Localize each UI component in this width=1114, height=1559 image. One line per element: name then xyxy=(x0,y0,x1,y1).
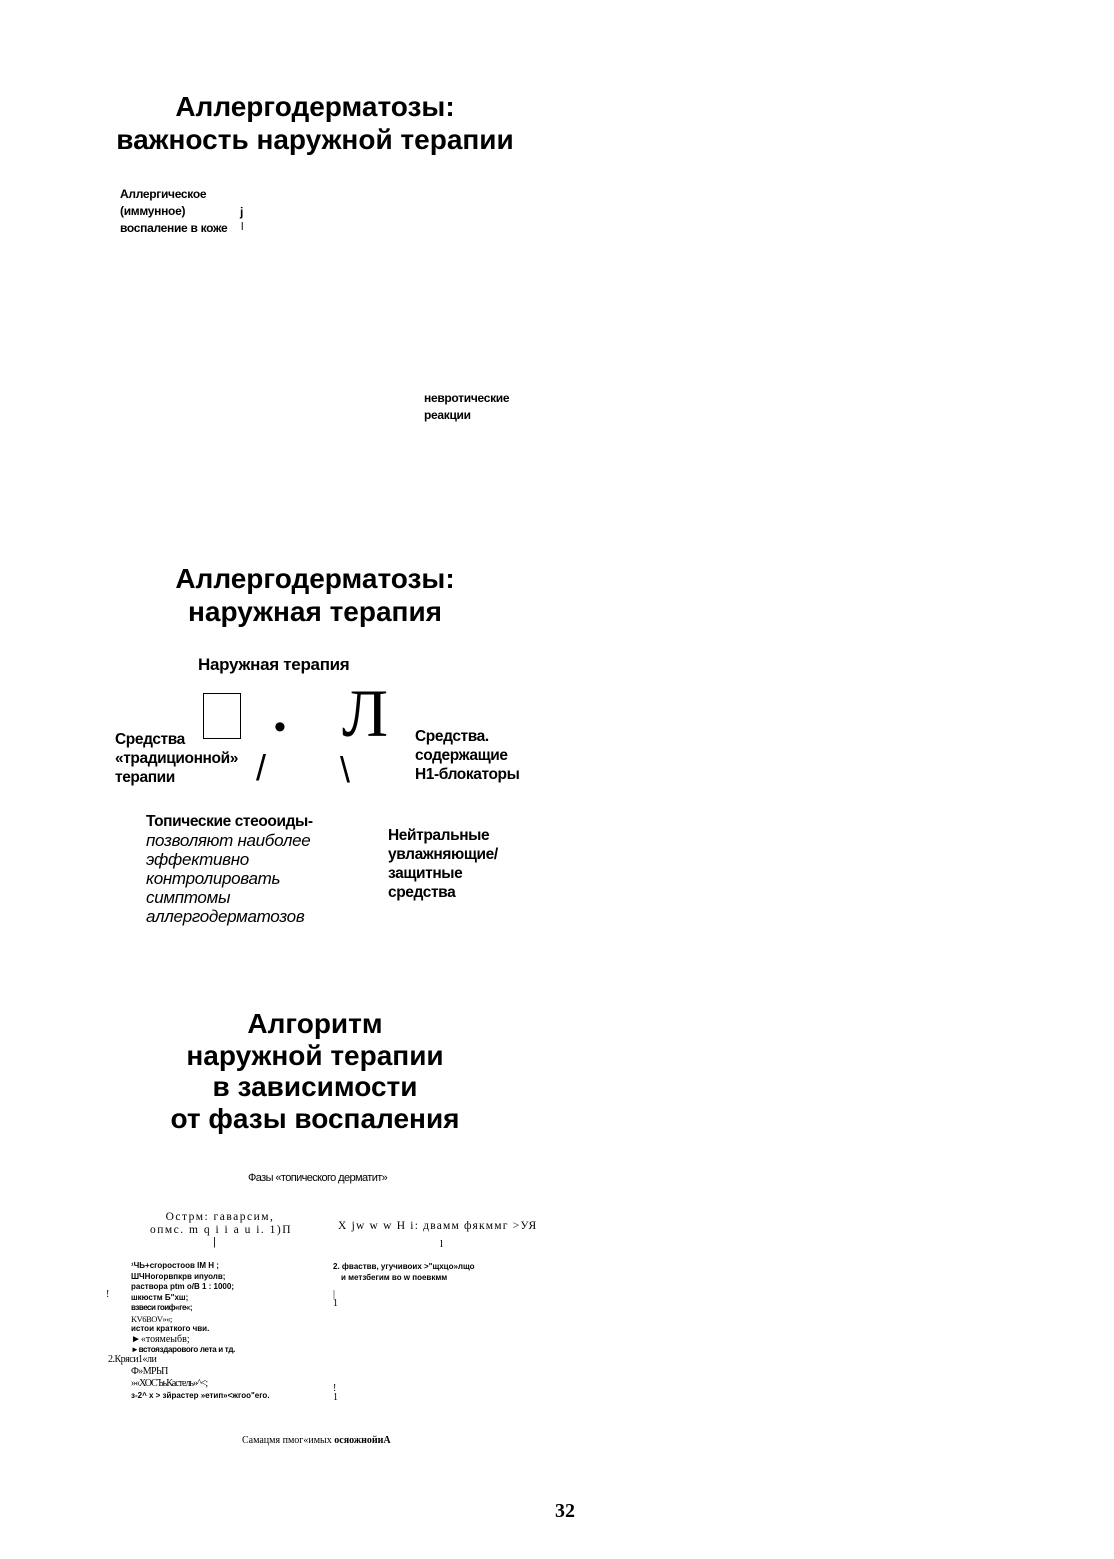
neurotic-reactions-label xyxy=(424,390,509,424)
mark: 1 xyxy=(333,1298,338,1309)
col2-list xyxy=(333,1262,475,1283)
col2-header: X jw w w H i: двамм фякммг >УЯ xyxy=(338,1220,538,1232)
col1-list xyxy=(131,1261,235,1356)
col1-header-line: опмс. m q i i a u i. 1)П xyxy=(150,1224,293,1236)
mark-j: j xyxy=(240,205,244,219)
bullet-dot: • xyxy=(274,708,286,746)
list-item: ШЧНогорвпкрв ипуолв; xyxy=(131,1271,226,1281)
steroids-heading: Топические стеооиды- xyxy=(146,813,313,830)
col1-list-item: Ф»МРЬП xyxy=(131,1366,168,1377)
traditional-therapy-label xyxy=(115,730,238,787)
col1-header-bar: | xyxy=(213,1236,216,1248)
list-item: и метзбегим во w поевкмм xyxy=(341,1272,448,1282)
steroids-line: контролировать xyxy=(146,869,281,888)
footer-caption-plain: Самацмя пмог«имых xyxy=(242,1435,335,1446)
phases-caption: Фазы «топического дерматит» xyxy=(248,1172,388,1184)
slash-left: / xyxy=(256,747,267,788)
label-line: реакции xyxy=(424,408,471,422)
label-line: невротические xyxy=(424,391,510,405)
col1-margin-mark: ! xyxy=(106,1289,110,1300)
h1-blockers-label xyxy=(415,727,519,784)
list-item: ►«тоямеыбв; xyxy=(131,1333,190,1345)
col1-header-line: Острм: гаварсим, xyxy=(165,1211,275,1223)
label-line: терапии xyxy=(115,769,175,786)
section1-title-line2: важность наружной терапии xyxy=(116,124,514,155)
col1-list-item2: 2.Кряси1«ли xyxy=(108,1354,157,1365)
label-line: воспаление в коже xyxy=(120,221,228,235)
allergic-inflammation-label xyxy=(120,186,227,237)
label-line: защитные xyxy=(388,865,463,882)
slash-right: \ xyxy=(340,749,351,790)
steroids-line: эффективно xyxy=(146,850,249,869)
list-item: 2. фвaствв, угучивоих >"щхцо»лщо xyxy=(333,1262,475,1271)
steroids-line: позволяют наиболее xyxy=(146,831,311,850)
col2-header-bar: l xyxy=(440,1238,444,1250)
external-therapy-subtitle: Наружная терапия xyxy=(198,655,350,674)
page-number: 32 xyxy=(555,1500,575,1522)
section3-title-line: наружной терапии xyxy=(186,1039,444,1071)
footer-caption-bold: осяожнойиА xyxy=(334,1435,391,1446)
label-line: увлажняющие/ xyxy=(388,846,498,863)
section3-title xyxy=(100,1008,530,1134)
label-line: (иммунное) xyxy=(120,204,186,218)
list-item: KV6BOV»«; xyxy=(131,1313,172,1324)
neutral-agents-label xyxy=(388,826,498,902)
label-line: Аллергическое xyxy=(120,187,207,201)
list-item: шкюстм Б"хш; xyxy=(131,1292,189,1302)
section3-title-line: от фазы воспаления xyxy=(170,1102,460,1134)
steroids-line: аллергодерматозов xyxy=(146,907,305,926)
col1-list-item: з-2^ х > зйрастер »етип»<жгоо"его. xyxy=(131,1391,270,1400)
label-line: Н1-блокаторы xyxy=(415,766,520,783)
label-line: средства xyxy=(388,884,456,901)
col2-marks-bottom xyxy=(333,1384,338,1402)
section2-title-line2: наружная терапия xyxy=(187,596,442,627)
list-item: взвеси гоиф«ге«; xyxy=(131,1303,193,1312)
mark: ! xyxy=(333,1383,337,1394)
steroids-line: симптомы xyxy=(146,888,231,907)
label-line: Средства. xyxy=(415,728,489,745)
section1-title xyxy=(100,90,530,156)
mark: 1 xyxy=(333,1392,338,1403)
col2-marks-top xyxy=(333,1290,338,1308)
section2-title xyxy=(100,562,530,628)
col1-list-item: »«ХОСЪьКастель»^<; xyxy=(131,1378,208,1389)
section2-title-line1: Аллергодерматозы: xyxy=(175,563,455,594)
label-line: Нейтральные xyxy=(388,827,490,844)
footer-caption xyxy=(242,1435,391,1446)
section3-title-line: в зависимости xyxy=(212,1071,418,1102)
list-item: ¹ЧЬ+сгоростоов IМ Н ; xyxy=(131,1261,219,1270)
label-line: содержащие xyxy=(415,747,508,764)
list-item: истои краткого чви. xyxy=(131,1324,210,1333)
label-line: Средства xyxy=(115,731,185,748)
mark: | xyxy=(333,1289,336,1300)
big-letter-l: Л xyxy=(342,675,389,751)
section3-title-line: Алгоритм xyxy=(247,1008,383,1039)
list-item: ►встояздарового лета и тд. xyxy=(131,1345,236,1354)
topical-steroids-block xyxy=(146,812,313,926)
section1-title-line1: Аллергодерматозы: xyxy=(175,91,455,122)
col1-header xyxy=(150,1211,293,1237)
label-line: «традиционной» xyxy=(115,750,238,767)
mark-l: l xyxy=(241,221,244,233)
list-item: раствора ptm о/В 1 : 1000; xyxy=(131,1282,234,1291)
